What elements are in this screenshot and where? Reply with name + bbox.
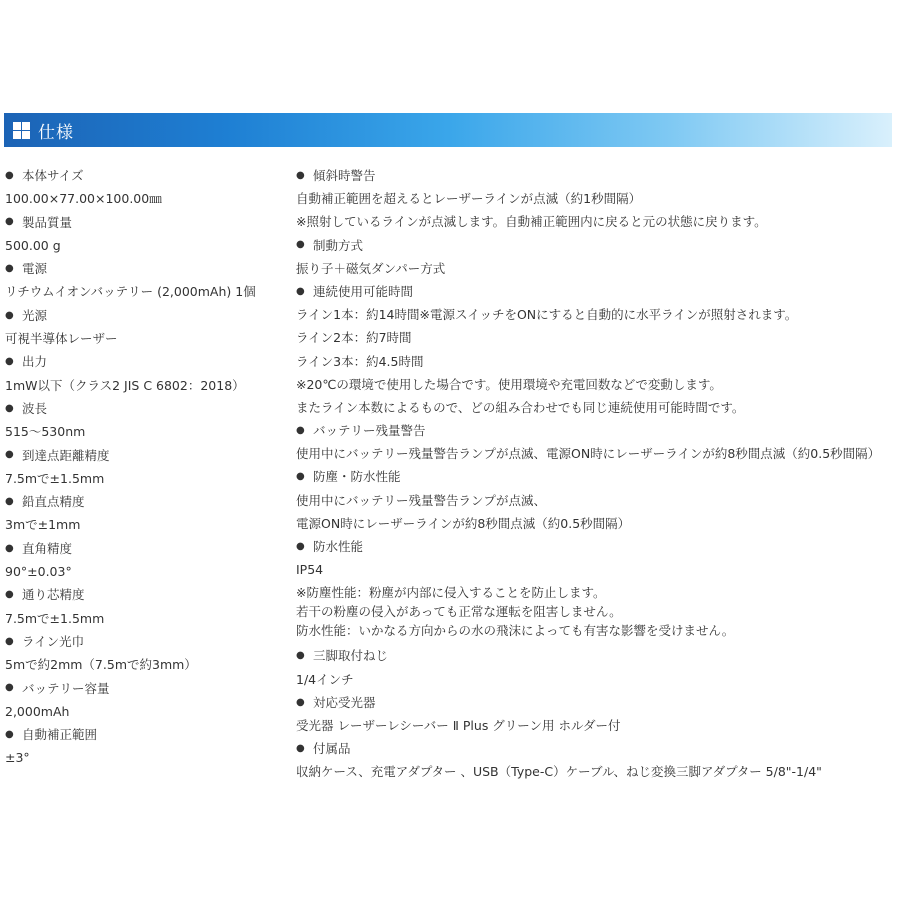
spec-list-left [5,164,280,770]
spec-note: ※照射しているラインが点滅します。自動補正範囲内に戻ると元の状態に戻ります。 [296,214,767,230]
bullet-icon: ● [5,216,14,228]
spec-header-bar [4,113,892,147]
spec-label: ● 制動方式 [296,234,896,257]
bullet-icon: ● [5,263,14,275]
spec-label: ● 通り芯精度 [5,583,280,606]
bullet-icon: ● [296,742,305,754]
spec-value: 1/4インチ [296,671,354,687]
spec-value: 7.5mで±1.5mm [5,470,105,486]
spec-value: 収納ケース、充電アダプター 、USB（Type-C）ケーブル、ねじ変換三脚アダプター 5/8"-1/4" [296,764,822,780]
spec-label: ● 防水性能 [296,535,896,558]
spec-label: ● バッテリー残量警告 [296,419,896,442]
spec-label: ● 波長 [5,397,280,420]
bullet-icon: ● [5,728,14,740]
bullet-icon: ● [296,696,305,708]
bullet-icon: ● [5,589,14,601]
spec-note: ※20℃の環境で使用した場合です。使用環境や充電回数などで変動します。 [296,376,722,392]
spec-value: 受光器 レーザーレシーバー Ⅱ Plus グリーン用 ホルダー付 [296,717,621,733]
spec-label: ● 鉛直点精度 [5,490,280,513]
spec-value: 7.5mで±1.5mm [5,610,105,626]
bullet-icon: ● [5,402,14,414]
spec-value: 2,000mAh [5,703,70,719]
spec-value: ライン2本：約7時間 [296,330,412,346]
bullet-icon: ● [5,635,14,647]
bullet-icon: ● [5,449,14,461]
spec-value: 振り子＋磁気ダンパー方式 [296,260,446,276]
bullet-icon: ● [5,682,14,694]
spec-value: 可視半導体レーザー [5,331,118,347]
spec-label: ● 防塵・防水性能 [296,465,896,488]
grid-icon [13,122,30,139]
spec-label: ● 自動補正範囲 [5,723,280,746]
bullet-icon: ● [5,542,14,554]
spec-list-right [296,164,896,784]
spec-value: IP54 [296,562,324,578]
spec-label: ● 製品質量 [5,211,280,234]
spec-value: ±3° [5,750,30,766]
spec-label: ● 傾斜時警告 [296,164,896,187]
spec-label: ● 到達点距離精度 [5,444,280,467]
spec-note: 若干の粉塵の侵入があっても正常な運転を阻害しません。 [296,604,622,620]
spec-label: ● 連続使用可能時間 [296,280,896,303]
spec-value: 1mW以下（クラス2 JIS C 6802：2018） [5,377,245,393]
spec-value: 90°±0.03° [5,564,72,580]
spec-note: ※防塵性能：粉塵が内部に侵入することを防止します。 [296,585,606,601]
bullet-icon: ● [296,650,305,662]
spec-note: またライン本数によるもので、どの組み合わせでも同じ連続使用可能時間です。 [296,399,745,415]
spec-value: 100.00×77.00×100.00㎜ [5,191,162,207]
spec-label: ● 付属品 [296,737,896,760]
spec-note: 防水性能：いかなる方向からの水の飛沫によっても有害な影響を受けません。 [296,623,735,639]
bullet-icon: ● [5,356,14,368]
bullet-icon: ● [296,285,305,297]
bullet-icon: ● [296,169,305,181]
spec-value: 使用中にバッテリー残量警告ランプが点滅、電源ON時にレーザーラインが約8秒間点滅（約0.5秒間隔） [296,446,881,462]
spec-label: ● 光源 [5,304,280,327]
spec-value: リチウムイオンバッテリー (2,000mAh) 1個 [5,284,256,300]
spec-label: ● 三脚取付ねじ [296,644,896,667]
spec-label: ● ライン光巾 [5,630,280,653]
bullet-icon: ● [296,540,305,552]
spec-label: ● 出力 [5,350,280,373]
spec-value: 電源ON時にレーザーラインが約8秒間点滅（約0.5秒間隔） [296,515,631,531]
spec-label: ● 対応受光器 [296,691,896,714]
bullet-icon: ● [5,496,14,507]
spec-value: 515～530nm [5,424,86,440]
spec-value: ライン1本：約14時間※電源スイッチをONにすると自動的に水平ラインが照射されます。 [296,307,798,323]
spec-label: ● バッテリー容量 [5,677,280,700]
bullet-icon: ● [5,169,14,181]
bullet-icon: ● [5,309,14,321]
spec-label: ● 電源 [5,257,280,280]
bullet-icon: ● [296,471,305,483]
spec-value: ライン3本：約4.5時間 [296,353,424,369]
spec-label: ● 本体サイズ [5,164,280,187]
bullet-icon: ● [296,424,305,436]
spec-value: 3mで±1mm [5,517,81,533]
spec-value: 自動補正範囲を超えるとレーザーラインが点滅（約1秒間隔） [296,191,642,207]
page-title: 仕様 [38,122,74,143]
spec-value: 5mで約2mm（7.5mで約3mm） [5,657,197,673]
spec-value: 500.00 g [5,237,61,253]
spec-value: 使用中にバッテリー残量警告ランプが点滅、 [296,492,547,508]
water-notes [296,581,896,644]
spec-label: ● 直角精度 [5,537,280,560]
bullet-icon: ● [296,239,305,251]
